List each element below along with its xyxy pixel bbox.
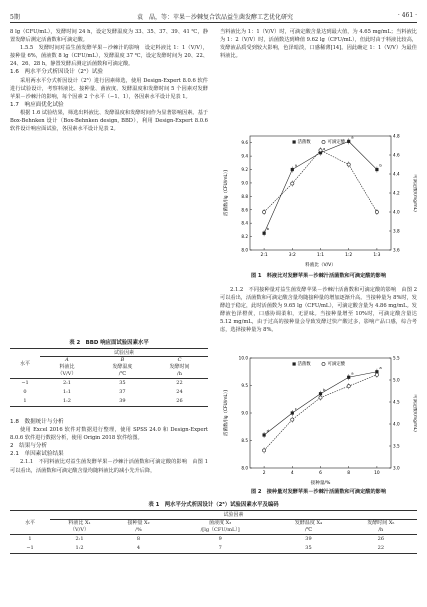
x-tick-label: 3:2 [288,253,296,258]
table1-level-header: 水平 [10,511,50,535]
table1-col-header: 菌液度 X₃ /[lg（CFU/mL）] [200,520,240,533]
legend-marker-viable [293,140,296,143]
data-point-acid [291,418,294,421]
section-heading: 1.7 响应面优化试验 [10,101,64,108]
data-point-acid [263,210,266,213]
y-left-tick-label: 8.0 [241,465,248,471]
data-point-acid [347,163,350,166]
legend-label: 可滴定酸 [327,140,346,145]
issue-number: 5期 [10,14,20,21]
legend-marker-viable [293,362,296,365]
significance-label: c [294,406,297,411]
paragraph: 8 lg（CFU/mL），发酵时间 24 h，设定发酵温度为 33、35、37、39、41 ℃，静置发酵后测定活菌数和可滴定酸。 [10,29,208,44]
right-column-mid [220,286,417,335]
y-left-tick-label: 8.8 [241,193,248,199]
figure1-chart [220,128,417,270]
data-point-acid [375,210,378,213]
table2-caption: 表 2 BBD 响应面试验因素水平 [69,340,149,346]
significance-label: b [379,162,382,168]
y-left-tick-label: 9.0 [241,410,248,416]
x-axis-label: 料液比（V/V） [305,263,336,268]
x-tick-label: 6 [319,471,322,476]
table2-col-header: A 料液比 （V/V） [57,357,77,377]
x-axis-label: 接种量/% [310,481,331,486]
table1-caption: 表 1 两水平分式析因设计（2⁵）试验因素水平及编码 [148,502,279,508]
data-point-viable [291,411,294,414]
section-heading: 1.6 两水平分式析因设计（2⁵）试验 [10,69,104,76]
table1-col-header: 接种量 X₂ /% [127,520,150,533]
x-tick-label: 2 [262,471,266,476]
paragraph: 2.1.2 不同接种量对益生菌发酵苹果－沙棘汁活菌数和可滴定酸的影响 由图 2 可以看出，活菌数和可滴定酸含量均随接种量的增加逐渐升高。当接种量为 8%时，发酵趋于稳定，此时活菌数为 9.65 lg（CFU/mL），可滴定酸含量为 4.86 mg/mL。发酵液色泽橙黄，口感协调柔和，无涩味。当接种量增至 10%时，可滴定酸含量达 5.12 mg/mL，由于过高的接种量会导致发酵过快产酸过多，影响产品口感，综合考虑，选择接种量为 8%。 [220,287,417,334]
series-line-viable-count [264,372,377,435]
y-left-tick-label: 8.5 [241,438,248,443]
table-row: 0 1:1 37 24 [23,389,183,395]
y-left-tick-label: 8.0 [241,247,248,253]
data-point-viable [263,433,266,436]
y-right-tick-label: 4.6 [393,152,400,158]
y-right-tick-label: 5.0 [393,377,400,383]
table2 [10,348,208,407]
y-left-tick-label: 9.6 [241,140,248,146]
table-row: −1 2:1 35 22 [21,380,183,386]
page-number: · 461 · [397,12,417,19]
data-point-viable [375,168,378,171]
x-tick-label: 1:3 [373,253,381,258]
table-row: 1 2:1 8 9 39 26 [28,536,385,542]
x-tick-label: 2:1 [260,253,268,258]
y-right-tick-label: 3.0 [393,465,400,471]
y-left-axis-label: 活菌数/[lg（CFU/mL）] [224,170,229,216]
table1-factor-header: 试验因素 [50,511,417,520]
significance-label: a [379,364,382,370]
y-right-tick-label: 3.5 [393,443,400,449]
section-heading: 2.1 单因素试验结果 [10,451,64,458]
y-left-tick-label: 9.2 [241,167,248,173]
plot-frame [250,358,391,468]
table-row: 1 1:2 39 26 [23,398,183,404]
significance-label: a [323,145,326,151]
y-right-tick-label: 5.5 [393,355,400,361]
data-point-acid [263,449,266,452]
y-left-tick-label: 9.5 [241,383,248,388]
y-right-tick-label: 4.0 [393,421,400,427]
y-right-tick-label: 4.4 [393,171,400,177]
legend-label: 活菌数 [297,362,311,367]
significance-label: a [351,370,354,376]
y-left-tick-label: 9.0 [241,180,248,186]
y-right-tick-label: 4.2 [393,190,400,196]
y-right-tick-label: 4.0 [393,209,400,215]
paragraph: 采用两水平分式析因设计（2⁵）进行因素筛选，使用 Design-Expert 8.0.6 软件进行试验设计，考察料液比、接种量、菌液度、发酵温度和发酵时间 5 个因素对发酵苹果－沙棘汁的影响，每个因素 2 个水平（−1、1），各因素水平设计见表 1。 [10,77,208,100]
table1-col-header: 料液比 X₁ （V/V） [68,520,91,533]
y-left-tick-label: 9.4 [241,153,248,159]
series-line-titratable-acid [264,150,377,212]
table2-col-header: B 发酵温度 /℃ [112,357,133,377]
x-tick-label: 8 [347,471,351,476]
x-tick-label: 4 [290,471,294,476]
data-point-viable [347,376,350,379]
significance-label: b [266,226,270,232]
y-left-tick-label: 8.4 [241,220,248,226]
figure2-chart [220,350,417,488]
table2-col-header: C 发酵时间 /h [169,357,190,377]
y-right-axis-label: 可滴定酸/(mg/mL) [412,394,417,432]
legend-label: 活菌数 [297,140,311,145]
data-point-viable [263,232,266,235]
data-point-acid [319,396,322,399]
series-line-titratable-acid [264,375,377,451]
y-right-axis-label: 可滴定酸/(mg/mL) [412,174,417,212]
x-tick-label: 1:1 [316,253,325,258]
significance-label: d [266,428,270,433]
table2-level-header: 水平 [10,349,40,379]
table1-col-header: 发酵时间 X₅ /h [367,520,395,533]
data-point-viable [291,168,294,171]
paragraph: 1.5.5 发酵时间对益生菌发酵苹果－沙棘汁的影响 设定料液比 1：1（V/V），接种量 6%，菌液数 8 lg（CFU/mL），发酵温度 37 ℃，设定发酵时间为 20、22、24、26、28 h，静置发酵后测定活菌数和可滴定酸。 [10,45,208,68]
paragraph: 2.1.1 不同料液比对益生菌发酵苹果－沙棘汁活菌数和可滴定酸的影响 由图 1 可以看出，活菌数和可滴定酸含量均随料液比的减小先升后降， [10,459,208,474]
data-point-acid [347,385,350,388]
data-point-viable [347,140,350,143]
x-tick-label: 10 [374,471,380,476]
header-rule [10,22,417,23]
left-column-lower [10,418,208,475]
figure2-caption: 图 2 接种量对发酵苹果－沙棘汁活菌数和可滴定酸的影响 [250,489,387,495]
paragraph: 根据 1.6 试验结果，筛选出料液比、发酵温度和发酵时间作为显著影响因素。基于 Box-Behnken 设计（Box-Behnken design, BBD），利用 Design-Expert 8.0.6 软件设计响应面试验，各因素水平设计见表 2。 [10,109,208,133]
y-right-tick-label: 3.8 [393,228,400,234]
figure1-caption: 图 1 料液比对发酵苹果－沙棘汁活菌数和可滴定酸的影响 [250,273,387,279]
table1-col-header: 发酵温度 X₄ /℃ [294,520,323,533]
section-heading: 2 结果与分析 [10,443,48,450]
table1 [10,510,417,554]
data-point-acid [375,373,378,376]
y-right-tick-label: 3.6 [393,247,400,253]
significance-label: a [294,162,298,168]
legend-marker-acid [322,362,325,365]
right-column-top [220,28,417,60]
y-left-tick-label: 8.2 [241,234,248,240]
y-left-tick-label: 8.6 [241,207,248,213]
y-right-tick-label: 4.8 [393,133,400,139]
paragraph: 当料液比为 1：1（V/V）时，可滴定酸含量达到最大值，为 4.65 mg/mL；当料液比为 1：2（V/V）时，活菌数达到峰值 9.62 lg（CFU/mL），但此时由于料液比较高，发酵液品质受到较大影响，色泽暗淡，口感稀薄[14]。因此确定 1：1（V/V）为最佳料液比。 [220,29,417,60]
table2-factor-header: 试验因素 [40,349,208,357]
significance-label: a [351,134,354,140]
data-point-acid [319,149,322,152]
legend-marker-acid [322,140,325,143]
left-column [10,28,208,133]
paragraph: 使用 Excel 2016 软件对数据进行整理，使用 SPSS 24.0 和 Design-Expert 8.0.6 软件进行数据分析，使用 Origin 2018 软件绘图。 [10,427,208,442]
running-title: 袁 晶，等：苹果－沙棘复合饮品益生菌发酵工艺优化研究 [136,14,293,21]
y-right-tick-label: 4.5 [393,399,400,405]
x-tick-label: 1:2 [345,253,353,258]
legend-label: 可滴定酸 [327,362,346,367]
y-left-axis-label: 活菌数/[lg（CFU/mL）] [224,390,229,436]
y-left-tick-label: 10.0 [238,355,248,361]
table-row: −1 1:2 4 7 35 22 [26,545,385,551]
data-point-acid [291,182,294,185]
section-heading: 1.8 数据统计与分析 [10,419,64,425]
significance-label: b [323,386,326,392]
